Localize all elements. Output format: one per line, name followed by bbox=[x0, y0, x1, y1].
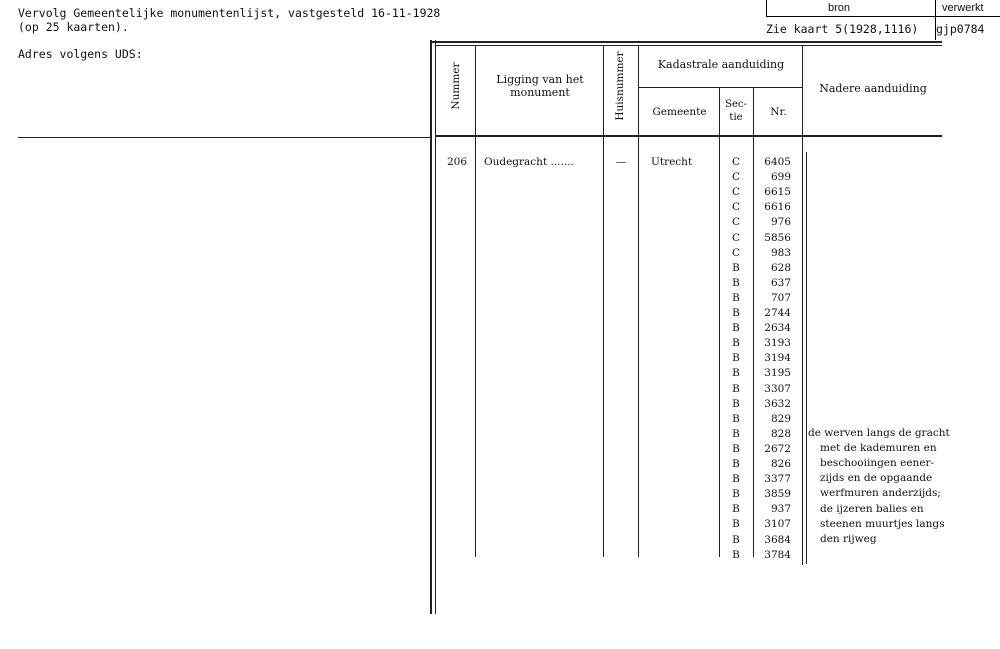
parcel-nr: 6616 bbox=[764, 201, 791, 214]
parcel-sectie: B bbox=[732, 503, 740, 516]
col-sep-ligging bbox=[603, 45, 604, 557]
parcel-sectie: B bbox=[732, 397, 740, 410]
parcel-sectie: B bbox=[732, 458, 740, 470]
parcel-sectie: B bbox=[732, 533, 740, 546]
entry-ligging: Oudegracht ....... bbox=[484, 156, 574, 168]
parcel-sectie: B bbox=[732, 322, 740, 335]
parcel-nr: 3632 bbox=[764, 397, 791, 410]
parcel-nr: 2634 bbox=[764, 322, 791, 335]
nadere-line: beschooiingen eener- bbox=[820, 457, 935, 470]
nadere-line: den rijweg bbox=[820, 532, 877, 545]
parcel-nr: 2672 bbox=[764, 442, 791, 455]
parcel-nr: 6615 bbox=[764, 186, 791, 199]
parcel-sectie: C bbox=[731, 186, 741, 199]
entry-gemeente: Utrecht bbox=[651, 156, 693, 168]
parcel-nr: 826 bbox=[770, 458, 791, 470]
parcel-nr: 2744 bbox=[764, 307, 791, 319]
nadere-line: de ijzeren balies en bbox=[820, 502, 924, 515]
parcel-sectie: C bbox=[731, 246, 741, 259]
table-border-top bbox=[430, 41, 942, 43]
parcel-nr: 976 bbox=[770, 216, 791, 229]
parcel-sectie: C bbox=[731, 216, 741, 229]
parcel-nr: 5856 bbox=[764, 231, 791, 244]
parcel-nr: 707 bbox=[770, 291, 791, 304]
parcel-sectie: B bbox=[732, 291, 740, 304]
nadere-line: steenen muurtjes langs bbox=[820, 517, 945, 530]
parcel-nr: 6405 bbox=[764, 156, 791, 168]
header-ligging: Ligging van het monument bbox=[496, 73, 584, 99]
parcel-sectie: C bbox=[731, 156, 741, 168]
parcel-nr: 937 bbox=[770, 503, 791, 516]
header-nadere: Nadere aanduiding bbox=[819, 82, 927, 95]
parcel-nr: 628 bbox=[770, 261, 791, 274]
parcel-nr: 637 bbox=[770, 276, 791, 289]
verwerkt-label: verwerkt bbox=[942, 2, 984, 14]
table-border-left bbox=[430, 40, 432, 614]
parcel-sectie: B bbox=[732, 548, 740, 561]
col-sep-huisnummer bbox=[638, 45, 639, 557]
parcel-nr: 3193 bbox=[764, 337, 791, 350]
parcel-sectie: B bbox=[732, 276, 740, 289]
parcel-sectie: B bbox=[732, 427, 740, 440]
parcel-nr: 3784 bbox=[764, 548, 791, 561]
parcel-sectie: B bbox=[732, 352, 740, 365]
header-nummer: Nummer bbox=[450, 62, 462, 110]
entry-huisnummer: — bbox=[615, 156, 627, 168]
parcel-sectie: B bbox=[732, 367, 740, 380]
parcel-sectie: B bbox=[732, 307, 740, 319]
parcel-sectie: B bbox=[732, 382, 740, 395]
source-info-box bbox=[766, 0, 1000, 40]
table-border-left-inner bbox=[435, 40, 436, 614]
nadere-line: zijds en de opgaande bbox=[820, 472, 933, 485]
bron-label: bron bbox=[828, 2, 851, 14]
parcel-sectie: B bbox=[732, 488, 740, 501]
header-kadastrale: Kadastrale aanduiding bbox=[657, 58, 785, 71]
parcel-nr: 699 bbox=[770, 171, 791, 184]
nadere-line: met de kademuren en bbox=[820, 442, 937, 455]
parcel-nr: 3307 bbox=[764, 382, 791, 395]
parcel-nr: 3377 bbox=[764, 473, 791, 486]
parcel-sectie: B bbox=[732, 442, 740, 455]
parcel-nr: 3194 bbox=[764, 352, 791, 365]
nadere-line: de werven langs de gracht bbox=[808, 427, 950, 439]
parcel-sectie: B bbox=[732, 337, 740, 350]
address-label: Adres volgens UDS: bbox=[18, 47, 143, 61]
nadere-line: werfmuren anderzijds; bbox=[820, 487, 941, 500]
kadastrale-subline bbox=[638, 87, 802, 88]
parcel-nr: 3859 bbox=[764, 488, 791, 501]
bron-value: Zie kaart 5(1928,1116) bbox=[766, 22, 919, 36]
parcel-nr: 829 bbox=[770, 412, 791, 425]
parcel-sectie: B bbox=[732, 261, 740, 274]
col-sep-gemeente bbox=[719, 87, 720, 557]
col-sep-sectie bbox=[753, 87, 754, 557]
parcel-nr: 3684 bbox=[764, 533, 791, 546]
col-sep-nummer bbox=[475, 45, 476, 557]
parcel-sectie: B bbox=[732, 473, 740, 486]
left-divider bbox=[18, 137, 430, 138]
entry-nummer: 206 bbox=[446, 156, 468, 168]
header-sectie: Sec-tie bbox=[725, 99, 747, 123]
parcel-nr: 983 bbox=[770, 246, 791, 259]
parcel-sectie: C bbox=[731, 231, 741, 244]
header-nr: Nr. bbox=[770, 106, 787, 118]
header-bottom-line bbox=[435, 135, 942, 137]
parcel-sectie: C bbox=[731, 171, 741, 184]
document-subtitle: (op 25 kaarten). bbox=[18, 20, 129, 34]
table-border-top-inner bbox=[435, 45, 942, 46]
col-sep-nr bbox=[802, 45, 803, 565]
parcel-nr: 3107 bbox=[764, 518, 791, 531]
header-huisnummer: Huisnummer bbox=[614, 51, 626, 121]
parcel-sectie: B bbox=[732, 518, 740, 531]
nadere-bracket bbox=[806, 152, 807, 564]
parcel-nr: 3195 bbox=[764, 367, 791, 380]
verwerkt-value: gjp0784 bbox=[936, 22, 985, 36]
parcel-sectie: C bbox=[731, 201, 741, 214]
parcel-nr: 828 bbox=[770, 427, 791, 440]
parcel-sectie: B bbox=[732, 412, 740, 425]
header-gemeente: Gemeente bbox=[652, 106, 707, 118]
document-title: Vervolg Gemeentelijke monumentenlijst, vastgesteld 16-11-1928 bbox=[18, 6, 441, 20]
